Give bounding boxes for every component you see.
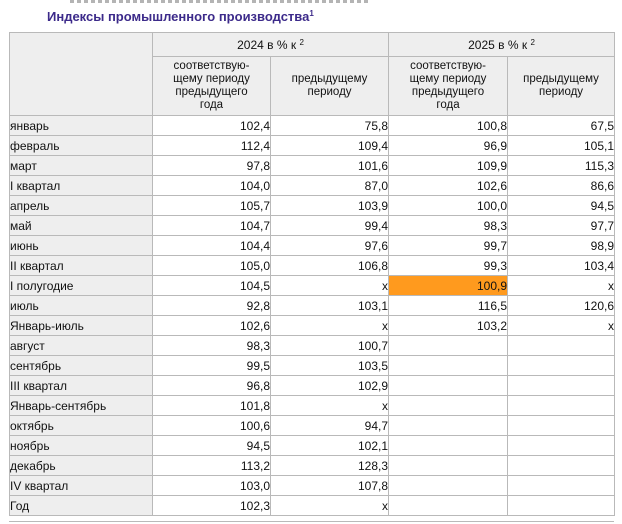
value-2024-prev-year: 96,8: [153, 376, 271, 396]
value-2025-prev-year: 100,0: [389, 196, 508, 216]
value-2024-prev-period: 103,9: [271, 196, 389, 216]
value-2025-prev-period: [508, 396, 615, 416]
value-2024-prev-year: 102,4: [153, 116, 271, 136]
row-label: декабрь: [10, 456, 153, 476]
table-row: [10, 256, 615, 276]
value-2024-prev-period: 102,1: [271, 436, 389, 456]
value-2025-prev-period: 94,5: [508, 196, 615, 216]
value-2024-prev-period: 103,1: [271, 296, 389, 316]
value-2025-prev-year: 98,3: [389, 216, 508, 236]
table-row: [10, 436, 615, 456]
value-2025-prev-year: [389, 496, 508, 516]
value-2025-prev-year: [389, 476, 508, 496]
subheader-2025-prev-year: соответствую- щему периоду предыдущего года: [389, 57, 508, 116]
row-label: апрель: [10, 196, 153, 216]
value-2024-prev-year: 94,5: [153, 436, 271, 456]
value-2024-prev-year: 98,3: [153, 336, 271, 356]
value-2025-prev-year: 116,5: [389, 296, 508, 316]
value-2024-prev-period: x: [271, 316, 389, 336]
year-2025-footnote: 2: [530, 37, 535, 47]
value-2024-prev-year: 97,8: [153, 156, 271, 176]
row-label: август: [10, 336, 153, 356]
value-2025-prev-period: 97,7: [508, 216, 615, 236]
table-row: [10, 496, 615, 516]
row-label: Январь-сентябрь: [10, 396, 153, 416]
value-2024-prev-period: 109,4: [271, 136, 389, 156]
year-2024-label: 2024 в % к: [237, 37, 297, 52]
table-row: [10, 396, 615, 416]
table-row: [10, 216, 615, 236]
value-2025-prev-year: [389, 336, 508, 356]
header-year-2024: [153, 33, 389, 57]
subheader-2025-prev-period: предыдущему периоду: [508, 57, 615, 116]
table-row: [10, 196, 615, 216]
value-2025-prev-year: 96,9: [389, 136, 508, 156]
value-2024-prev-year: 102,3: [153, 496, 271, 516]
title-footnote: 1: [309, 9, 314, 18]
subheader-2024-prev-year: соответствую- щему периоду предыдущего года: [153, 57, 271, 116]
row-label: I полугодие: [10, 276, 153, 296]
table-row: [10, 376, 615, 396]
row-label: май: [10, 216, 153, 236]
value-2025-prev-year: [389, 396, 508, 416]
row-label: февраль: [10, 136, 153, 156]
value-2024-prev-year: 99,5: [153, 356, 271, 376]
top-cropped-strip: [70, 0, 370, 3]
value-2025-prev-period: 103,4: [508, 256, 615, 276]
header-corner-cell: [10, 33, 153, 116]
value-2025-prev-period: [508, 376, 615, 396]
value-2025-prev-year: [389, 356, 508, 376]
value-2024-prev-period: 128,3: [271, 456, 389, 476]
value-2024-prev-year: 104,5: [153, 276, 271, 296]
value-2024-prev-year: 102,6: [153, 316, 271, 336]
value-2024-prev-period: 106,8: [271, 256, 389, 276]
row-label: Январь-июль: [10, 316, 153, 336]
table-row: [10, 296, 615, 316]
table-row: [10, 416, 615, 436]
table-row: [10, 276, 615, 296]
table-row: [10, 156, 615, 176]
value-2025-prev-year: [389, 376, 508, 396]
value-2024-prev-year: 105,0: [153, 256, 271, 276]
highlighted-value-cell: 100,9: [389, 276, 508, 296]
value-2025-prev-year: [389, 436, 508, 456]
table-row: [10, 456, 615, 476]
value-2024-prev-year: 113,2: [153, 456, 271, 476]
value-2025-prev-period: x: [508, 276, 615, 296]
row-label: март: [10, 156, 153, 176]
value-2024-prev-period: 87,0: [271, 176, 389, 196]
value-2025-prev-period: 67,5: [508, 116, 615, 136]
value-2025-prev-year: [389, 416, 508, 436]
value-2025-prev-period: [508, 436, 615, 456]
value-2025-prev-year: 103,2: [389, 316, 508, 336]
row-label: Год: [10, 496, 153, 516]
row-label: II квартал: [10, 256, 153, 276]
value-2025-prev-period: [508, 416, 615, 436]
value-2025-prev-period: 98,9: [508, 236, 615, 256]
value-2025-prev-period: [508, 496, 615, 516]
value-2024-prev-period: 97,6: [271, 236, 389, 256]
row-label: IV квартал: [10, 476, 153, 496]
value-2024-prev-period: 102,9: [271, 376, 389, 396]
industrial-index-table: [9, 32, 615, 516]
value-2024-prev-period: 101,6: [271, 156, 389, 176]
value-2025-prev-period: 120,6: [508, 296, 615, 316]
value-2025-prev-year: 109,9: [389, 156, 508, 176]
value-2025-prev-year: 99,3: [389, 256, 508, 276]
value-2024-prev-period: 94,7: [271, 416, 389, 436]
year-2025-label: 2025 в % к: [468, 37, 528, 52]
value-2024-prev-year: 104,7: [153, 216, 271, 236]
table-row: [10, 176, 615, 196]
value-2025-prev-period: 115,3: [508, 156, 615, 176]
table-row: [10, 316, 615, 336]
header-year-row: [10, 33, 615, 57]
value-2025-prev-year: 99,7: [389, 236, 508, 256]
value-2024-prev-year: 103,0: [153, 476, 271, 496]
value-2024-prev-year: 112,4: [153, 136, 271, 156]
row-label: сентябрь: [10, 356, 153, 376]
page-title: [47, 9, 314, 24]
row-label: III квартал: [10, 376, 153, 396]
row-label: октябрь: [10, 416, 153, 436]
value-2025-prev-period: [508, 476, 615, 496]
value-2025-prev-period: 86,6: [508, 176, 615, 196]
table-header: [10, 33, 615, 116]
table-row: [10, 476, 615, 496]
value-2025-prev-period: 105,1: [508, 136, 615, 156]
page-title-text: Индексы промышленного производства: [47, 9, 310, 24]
table-row: [10, 336, 615, 356]
value-2025-prev-period: [508, 336, 615, 356]
value-2024-prev-period: 99,4: [271, 216, 389, 236]
value-2024-prev-period: 100,7: [271, 336, 389, 356]
row-label: январь: [10, 116, 153, 136]
row-label: I квартал: [10, 176, 153, 196]
table-row: [10, 236, 615, 256]
header-year-2025: [389, 33, 615, 57]
table-bottom-edge: [9, 521, 614, 522]
row-label: июль: [10, 296, 153, 316]
table-body: [10, 116, 615, 516]
value-2024-prev-year: 100,6: [153, 416, 271, 436]
value-2024-prev-period: 107,8: [271, 476, 389, 496]
year-2024-footnote: 2: [299, 37, 304, 47]
value-2025-prev-year: 100,8: [389, 116, 508, 136]
value-2025-prev-year: [389, 456, 508, 476]
value-2024-prev-period: x: [271, 496, 389, 516]
value-2024-prev-year: 105,7: [153, 196, 271, 216]
value-2024-prev-year: 104,4: [153, 236, 271, 256]
value-2025-prev-period: [508, 356, 615, 376]
value-2025-prev-year: 102,6: [389, 176, 508, 196]
table-row: [10, 116, 615, 136]
value-2025-prev-period: [508, 456, 615, 476]
value-2024-prev-year: 92,8: [153, 296, 271, 316]
table-row: [10, 136, 615, 156]
value-2024-prev-year: 104,0: [153, 176, 271, 196]
value-2024-prev-period: 75,8: [271, 116, 389, 136]
value-2024-prev-year: 101,8: [153, 396, 271, 416]
value-2024-prev-period: 103,5: [271, 356, 389, 376]
value-2024-prev-period: x: [271, 396, 389, 416]
value-2025-prev-period: x: [508, 316, 615, 336]
row-label: ноябрь: [10, 436, 153, 456]
value-2024-prev-period: x: [271, 276, 389, 296]
subheader-2024-prev-period: предыдущему периоду: [271, 57, 389, 116]
row-label: июнь: [10, 236, 153, 256]
table-row: [10, 356, 615, 376]
